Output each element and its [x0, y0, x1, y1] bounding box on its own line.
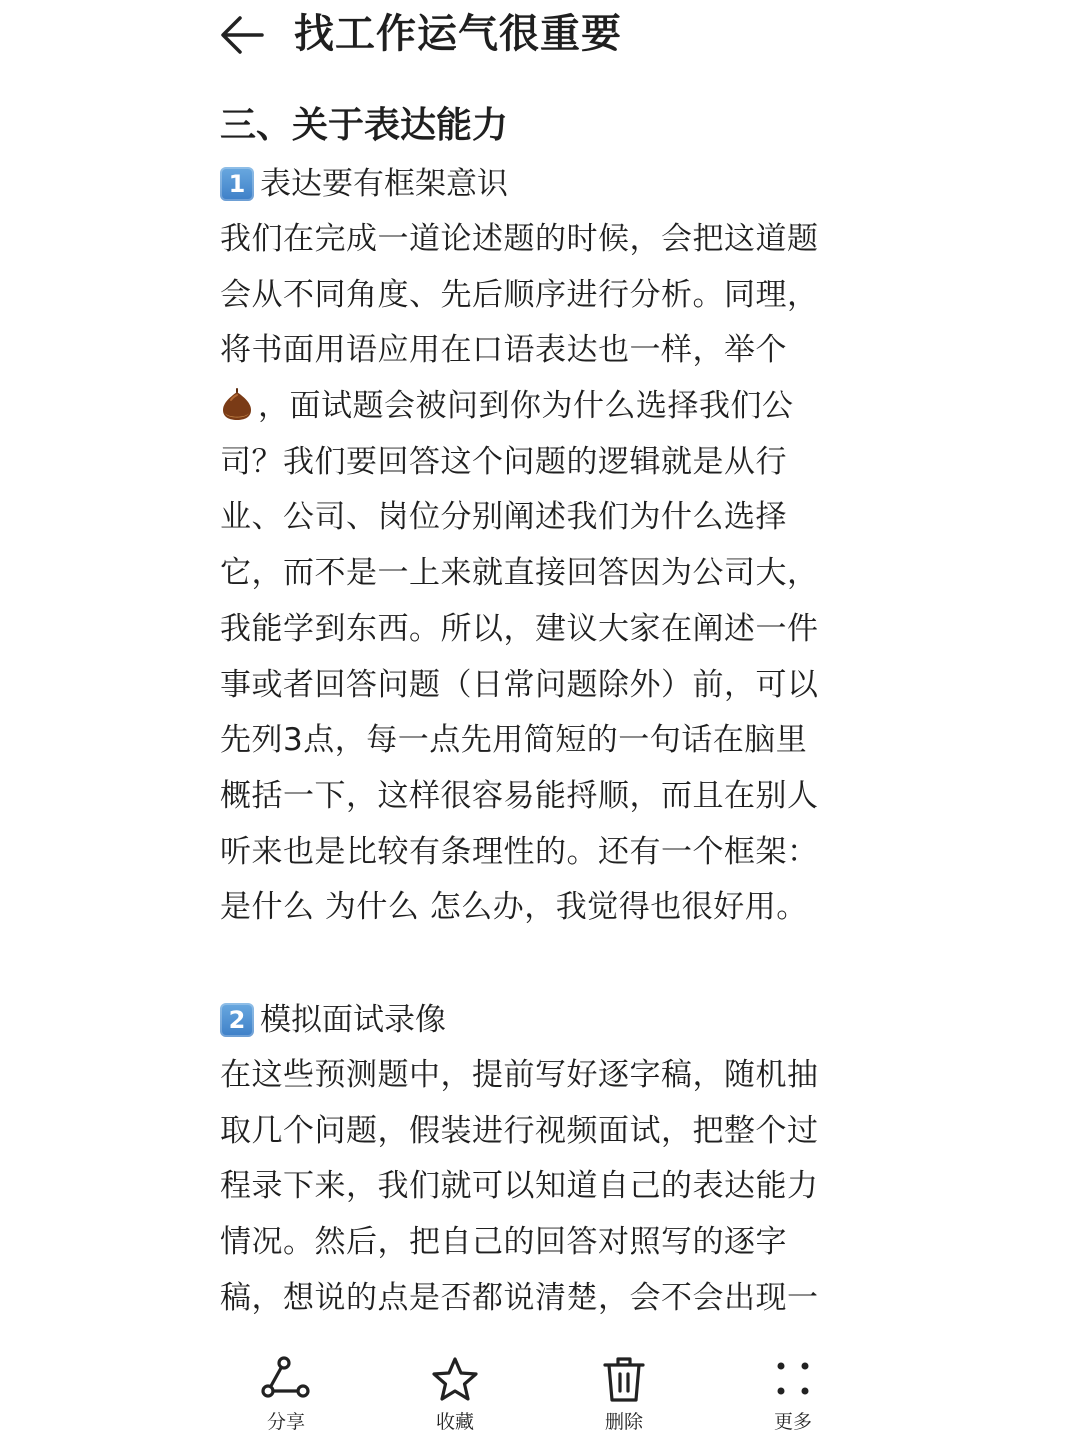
chestnut-icon	[220, 388, 254, 422]
paragraph-line: 稿，想说的点是否都说清楚，会不会出现一	[220, 1279, 819, 1316]
section-heading: 三、关于表达能力	[220, 105, 509, 146]
page-title: 找工作运气很重要	[294, 11, 622, 57]
bottom-toolbar	[0, 1341, 1080, 1440]
paragraph-line: 是什么 为什么 怎么办，我觉得也很好用。	[220, 889, 808, 926]
paragraph-line: 取几个问题，假装进行视频面试，把整个过	[220, 1112, 819, 1149]
paragraph-line: 先列3点，每一点先用简短的一句话在脑里	[220, 722, 808, 759]
paragraph-line: 会从不同角度、先后顺序进行分析。同理，	[220, 276, 819, 313]
number-one-badge: 1	[220, 167, 254, 201]
paragraph-line-with-emoji	[220, 379, 860, 435]
paragraph-line: 业、公司、岗位分别阐述我们为什么选择	[220, 499, 787, 536]
paragraph-line-text: ，面试题会被问到你为什么选择我们公	[258, 388, 794, 425]
paragraph-gap	[220, 936, 860, 992]
part1-heading-text: 表达要有框架意识	[260, 166, 508, 202]
more-label: 更多	[773, 1411, 812, 1433]
share-button[interactable]	[226, 1355, 346, 1435]
trash-icon	[599, 1355, 649, 1405]
paragraph-line: 概括一下，这样很容易能捋顺，而且在别人	[220, 777, 819, 814]
paragraph-line: 事或者回答问题（日常问题除外）前，可以	[220, 666, 819, 703]
paragraph-line: 将书面用语应用在口语表达也一样，举个	[220, 332, 787, 369]
paragraph-line: 我能学到东西。所以，建议大家在阐述一件	[220, 610, 819, 647]
paragraph-line: 情况。然后，把自己的回答对照写的逐字	[220, 1224, 787, 1260]
paragraph-line: 它，而不是一上来就直接回答因为公司大，	[220, 555, 819, 592]
article-body[interactable]	[220, 96, 860, 1341]
arrow-left-icon	[218, 12, 268, 58]
share-label: 分享	[266, 1411, 305, 1433]
delete-button[interactable]	[564, 1355, 684, 1435]
more-button[interactable]	[733, 1355, 853, 1435]
paragraph-line: 我们在完成一道论述题的时候，会把这道题	[220, 221, 819, 257]
favorite-label: 收藏	[435, 1411, 474, 1433]
paragraph-line: 听来也是比较有条理性的。还有一个框架：	[220, 833, 819, 870]
part1-heading	[220, 156, 860, 212]
star-icon	[430, 1355, 480, 1405]
paragraph-line: 司？我们要回答这个问题的逻辑就是从行	[220, 443, 787, 480]
number-two-badge: 2	[220, 1003, 254, 1037]
paragraph-line: 在这些预测题中，提前写好逐字稿，随机抽	[220, 1056, 819, 1093]
top-bar	[0, 0, 1080, 70]
part2-heading-text: 模拟面试录像	[260, 1001, 446, 1038]
delete-label: 删除	[604, 1411, 643, 1433]
paragraph-line: 程录下来，我们就可以知道自己的表达能力	[220, 1168, 819, 1205]
share-icon	[259, 1355, 313, 1405]
back-button[interactable]	[218, 12, 268, 58]
favorite-button[interactable]	[395, 1355, 515, 1435]
more-dots-icon	[768, 1355, 818, 1405]
part2-heading	[220, 992, 860, 1048]
